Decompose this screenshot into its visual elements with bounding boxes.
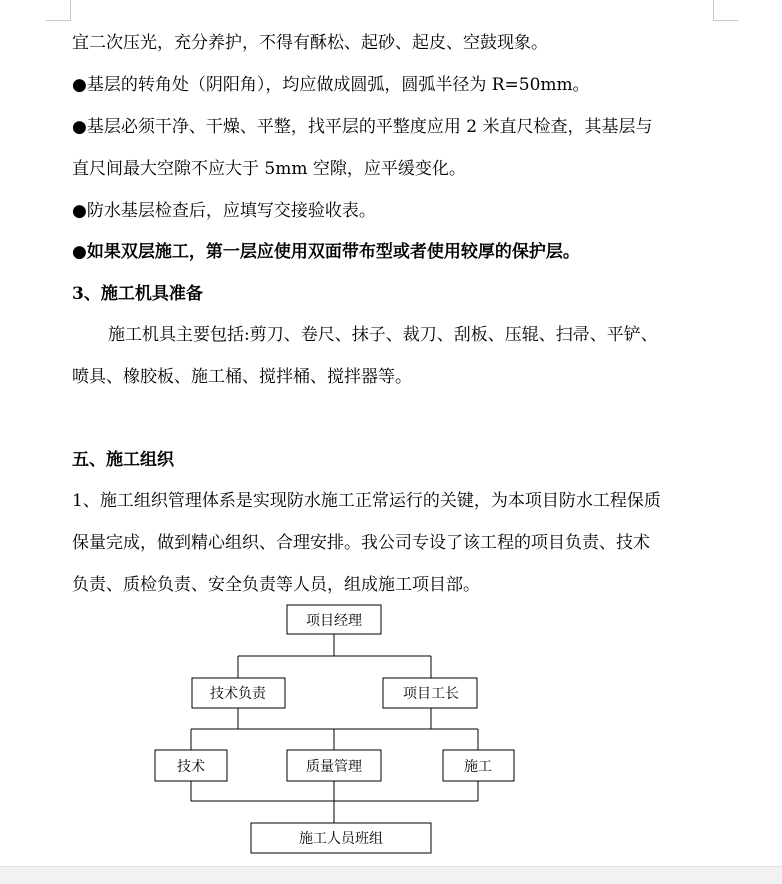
org-label-top: 项目经理 [306,613,362,629]
paragraph-line: 负责、质检负责、安全负责等人员，组成施工项目部。 [72,575,480,595]
paragraph-line: 保量完成，做到精心组织、合理安排。我公司专设了该工程的项目负责、技术 [72,533,650,553]
org-label-level2: 技术负责 [210,686,266,702]
org-label-level2: 项目工长 [403,686,459,702]
paragraph-line: ●基层必须干净、干燥、平整，找平层的平整度应用 2 米直尺检查，其基层与 [72,117,653,137]
paragraph-line: ●防水基层检查后，应填写交接验收表。 [72,201,376,221]
paragraph-line: 直尺间最大空隙不应大于 5mm 空隙，应平缓变化。 [72,159,466,179]
org-label-bottom: 施工人员班组 [299,831,383,847]
page-footer-band [0,866,782,884]
section-heading: 3、施工机具准备 [72,284,203,304]
paragraph-line-indented: 施工机具主要包括:剪刀、卷尺、抹子、裁刀、刮板、压辊、扫帚、平铲、 [108,325,658,345]
paragraph-line: 1、施工组织管理体系是实现防水施工正常运行的关键，为本项目防水工程保质 [72,491,661,511]
paragraph-line: ●基层的转角处（阴阳角），均应做成圆弧，圆弧半径为 R=50mm。 [72,75,590,95]
paragraph-line-bold: ●如果双层施工，第一层应使用双面带布型或者使用较厚的保护层。 [72,242,580,262]
org-label-level3: 技术 [177,759,205,775]
org-label-level3: 质量管理 [306,759,362,775]
org-label-level3: 施工 [464,759,492,775]
paragraph-line: 宜二次压光，充分养护，不得有酥松、起砂、起皮、空鼓现象。 [72,33,548,53]
paragraph-line: 喷具、橡胶板、施工桶、搅拌桶、搅拌器等。 [72,367,412,387]
chapter-heading: 五、施工组织 [72,450,174,470]
